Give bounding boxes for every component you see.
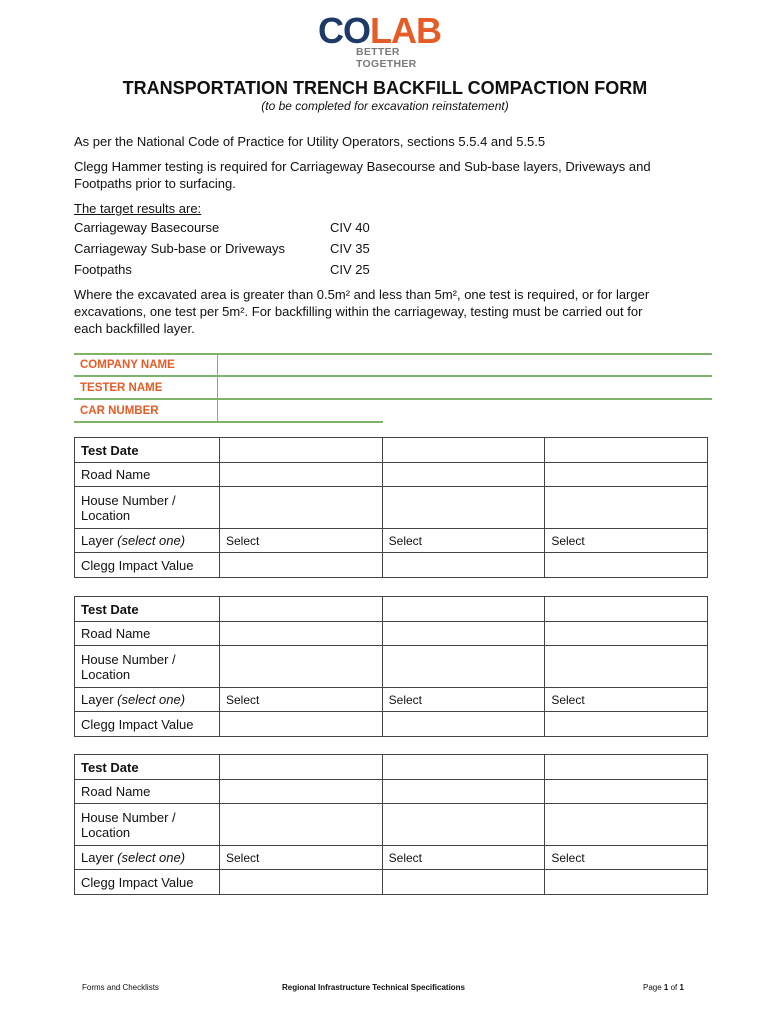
- layer-select[interactable]: Select: [382, 846, 545, 870]
- layer-select[interactable]: Select: [220, 529, 383, 553]
- house-number-label-line: Location: [81, 824, 131, 840]
- road-name-row: [75, 622, 708, 646]
- road-name-field[interactable]: [382, 463, 545, 487]
- test-date-label: Test Date: [75, 755, 220, 780]
- page-number: 1: [663, 983, 669, 992]
- house-number-row: [75, 804, 708, 846]
- house-number-field[interactable]: [382, 487, 545, 529]
- house-number-field[interactable]: [220, 646, 383, 688]
- road-name-field[interactable]: [220, 622, 383, 646]
- layer-label: [75, 688, 220, 712]
- company-name-label: COMPANY NAME: [80, 359, 175, 371]
- footer-left: Forms and Checklists: [82, 983, 159, 992]
- house-number-row: [75, 487, 708, 529]
- layer-hint: (select one): [117, 533, 186, 548]
- test-date-field[interactable]: [220, 438, 383, 463]
- road-name-label: Road Name: [75, 622, 220, 646]
- test-date-field[interactable]: [545, 597, 708, 622]
- house-number-row: [75, 646, 708, 688]
- form-subtitle: (to be completed for excavation reinstatement): [261, 99, 509, 113]
- clegg-impact-row: [75, 553, 708, 578]
- tester-name-field[interactable]: [218, 377, 712, 398]
- road-name-field[interactable]: [545, 780, 708, 804]
- layer-select[interactable]: Select: [382, 529, 545, 553]
- layer-row: [75, 688, 708, 712]
- test-date-field[interactable]: [382, 438, 545, 463]
- layer-select[interactable]: Select: [220, 688, 383, 712]
- target-label: Carriageway Sub-base or Driveways: [74, 241, 285, 256]
- house-number-label-line: House Number /: [81, 651, 176, 667]
- car-number-row: [74, 400, 712, 423]
- car-number-label: CAR NUMBER: [80, 405, 159, 417]
- house-number-label-line: Location: [81, 666, 131, 682]
- house-number-field[interactable]: [220, 487, 383, 529]
- layer-row: [75, 529, 708, 553]
- target-value: CIV 35: [330, 241, 370, 256]
- house-number-field[interactable]: [545, 646, 708, 688]
- test-date-field[interactable]: [220, 597, 383, 622]
- road-name-row: [75, 780, 708, 804]
- page-total: 1: [679, 983, 684, 992]
- house-number-label-line: House Number /: [81, 809, 176, 825]
- form-title: TRANSPORTATION TRENCH BACKFILL COMPACTION FORM: [122, 78, 648, 98]
- road-name-field[interactable]: [382, 622, 545, 646]
- house-number-label: [75, 646, 220, 688]
- clegg-impact-field[interactable]: [545, 870, 708, 895]
- test-date-field[interactable]: [545, 438, 708, 463]
- company-name-row: [74, 354, 712, 377]
- clegg-impact-field[interactable]: [382, 712, 545, 737]
- test-table: [74, 437, 708, 578]
- layer-hint: (select one): [117, 692, 186, 707]
- clegg-impact-label: Clegg Impact Value: [75, 553, 220, 578]
- house-number-field[interactable]: [382, 646, 545, 688]
- layer-hint: (select one): [117, 850, 186, 865]
- test-table: [74, 754, 708, 895]
- test-date-field[interactable]: [545, 755, 708, 780]
- clegg-impact-field[interactable]: [545, 553, 708, 578]
- test-table: [74, 596, 708, 737]
- clegg-impact-field[interactable]: [382, 553, 545, 578]
- logo-wordmark: [318, 12, 441, 50]
- target-value: CIV 25: [330, 262, 370, 277]
- road-name-field[interactable]: [382, 780, 545, 804]
- page-of: of: [668, 983, 680, 992]
- layer-select[interactable]: Select: [545, 688, 708, 712]
- house-number-label: [75, 804, 220, 846]
- clegg-impact-field[interactable]: [220, 712, 383, 737]
- logo-lab: LAB: [370, 10, 441, 51]
- test-date-field[interactable]: [220, 755, 383, 780]
- road-name-field[interactable]: [220, 463, 383, 487]
- road-name-field[interactable]: [545, 622, 708, 646]
- road-name-label: Road Name: [75, 463, 220, 487]
- targets-heading: The target results are:: [74, 201, 202, 216]
- house-number-field[interactable]: [545, 487, 708, 529]
- test-date-label: Test Date: [75, 438, 220, 463]
- road-name-field[interactable]: [545, 463, 708, 487]
- layer-label: [75, 529, 220, 553]
- clegg-impact-label: Clegg Impact Value: [75, 870, 220, 895]
- clegg-impact-field[interactable]: [545, 712, 708, 737]
- house-number-label-line: House Number /: [81, 492, 176, 508]
- layer-row: [75, 846, 708, 870]
- footer-page: [643, 983, 684, 992]
- company-details-table: [74, 353, 712, 423]
- layer-select[interactable]: Select: [545, 846, 708, 870]
- area-rule-line-1: Where the excavated area is greater than 0.5m² and less than 5m², one test is required, or for larger: [74, 287, 650, 302]
- clegg-impact-field[interactable]: [220, 553, 383, 578]
- clegg-impact-field[interactable]: [382, 870, 545, 895]
- road-name-row: [75, 463, 708, 487]
- tester-name-row: [74, 377, 712, 400]
- clegg-impact-field[interactable]: [220, 870, 383, 895]
- layer-select[interactable]: Select: [545, 529, 708, 553]
- tester-name-label: TESTER NAME: [80, 382, 163, 394]
- page-prefix: Page: [643, 983, 664, 992]
- house-number-field[interactable]: [220, 804, 383, 846]
- road-name-label: Road Name: [75, 780, 220, 804]
- road-name-field[interactable]: [220, 780, 383, 804]
- test-date-row: [75, 438, 708, 463]
- logo-co: CO: [318, 10, 370, 51]
- target-label: Carriageway Basecourse: [74, 220, 220, 235]
- house-number-field[interactable]: [382, 804, 545, 846]
- test-date-field[interactable]: [382, 755, 545, 780]
- target-label: Footpaths: [74, 262, 132, 277]
- requirement-line-1: Clegg Hammer testing is required for Carriageway Basecourse and Sub-base layers, Driveways and: [74, 159, 651, 174]
- test-date-field[interactable]: [382, 597, 545, 622]
- intro-paragraph: As per the National Code of Practice for Utility Operators, sections 5.5.4 and 5.5.5: [74, 134, 546, 149]
- layer-label-text: Layer: [81, 850, 118, 865]
- house-number-field[interactable]: [545, 804, 708, 846]
- layer-label-text: Layer: [81, 533, 118, 548]
- layer-label: [75, 846, 220, 870]
- layer-select[interactable]: Select: [382, 688, 545, 712]
- house-number-label-line: Location: [81, 507, 131, 523]
- car-number-field[interactable]: [218, 400, 383, 421]
- target-value: CIV 40: [330, 220, 370, 235]
- house-number-label: [75, 487, 220, 529]
- clegg-impact-row: [75, 870, 708, 895]
- area-rule-line-3: each backfilled layer.: [74, 321, 195, 336]
- layer-select[interactable]: Select: [220, 846, 383, 870]
- clegg-impact-label: Clegg Impact Value: [75, 712, 220, 737]
- area-rule-line-2: excavations, one test per 5m². For backfilling within the carriageway, testing must be carried out for: [74, 304, 643, 319]
- test-date-row: [75, 755, 708, 780]
- footer-center: Regional Infrastructure Technical Specifications: [282, 983, 466, 992]
- layer-label-text: Layer: [81, 692, 118, 707]
- company-name-field[interactable]: [218, 354, 712, 375]
- requirement-line-2: Footpaths prior to surfacing.: [74, 176, 236, 191]
- test-date-label: Test Date: [75, 597, 220, 622]
- clegg-impact-row: [75, 712, 708, 737]
- colab-logo: [318, 10, 448, 70]
- test-date-row: [75, 597, 708, 622]
- logo-tagline: BETTER TOGETHER: [356, 46, 417, 70]
